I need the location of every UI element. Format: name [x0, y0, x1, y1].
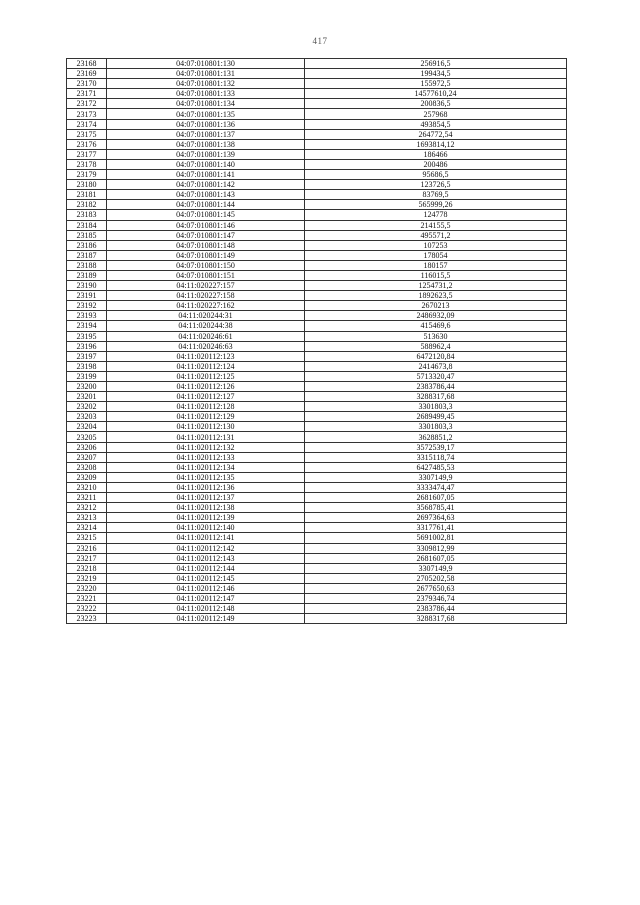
- cadastral-number-cell: 04:11:020244:38: [107, 321, 305, 331]
- cadastral-value-cell: 200486: [305, 159, 567, 169]
- cadastral-number-cell: 04:07:010801:151: [107, 270, 305, 280]
- cadastral-value-cell: 186466: [305, 149, 567, 159]
- row-number-cell: 23201: [67, 392, 107, 402]
- row-number-cell: 23212: [67, 503, 107, 513]
- row-number-cell: 23204: [67, 422, 107, 432]
- cadastral-number-cell: 04:11:020246:63: [107, 341, 305, 351]
- cadastral-value-cell: 199434,5: [305, 69, 567, 79]
- cadastral-value-cell: 588962,4: [305, 341, 567, 351]
- cadastral-number-cell: 04:11:020112:125: [107, 371, 305, 381]
- row-number-cell: 23210: [67, 482, 107, 492]
- cadastral-value-cell: 116015,5: [305, 270, 567, 280]
- cadastral-number-cell: 04:11:020112:137: [107, 493, 305, 503]
- table-row: [67, 210, 567, 220]
- row-number-cell: 23203: [67, 412, 107, 422]
- cadastral-number-cell: 04:11:020112:149: [107, 614, 305, 624]
- cadastral-value-cell: 2383786,44: [305, 382, 567, 392]
- cadastral-value-cell: 264772,54: [305, 129, 567, 139]
- row-number-cell: 23172: [67, 99, 107, 109]
- row-number-cell: 23173: [67, 109, 107, 119]
- cadastral-value-cell: 3568785,41: [305, 503, 567, 513]
- table-row: [67, 371, 567, 381]
- table-row: [67, 604, 567, 614]
- table-row: [67, 129, 567, 139]
- row-number-cell: 23168: [67, 59, 107, 69]
- cadastral-number-cell: 04:11:020227:158: [107, 291, 305, 301]
- row-number-cell: 23179: [67, 170, 107, 180]
- cadastral-value-cell: 256916,5: [305, 59, 567, 69]
- cadastral-value-cell: 495571,2: [305, 230, 567, 240]
- row-number-cell: 23169: [67, 69, 107, 79]
- cadastral-number-cell: 04:07:010801:133: [107, 89, 305, 99]
- table-row: [67, 139, 567, 149]
- cadastral-value-cell: 14577610,24: [305, 89, 567, 99]
- cadastral-value-cell: 2689499,45: [305, 412, 567, 422]
- cadastral-number-cell: 04:11:020244:31: [107, 311, 305, 321]
- cadastral-value-cell: 3309812,99: [305, 543, 567, 553]
- table-row: [67, 482, 567, 492]
- cadastral-value-cell: 3307149,9: [305, 563, 567, 573]
- row-number-cell: 23213: [67, 513, 107, 523]
- cadastral-number-cell: 04:11:020112:129: [107, 412, 305, 422]
- table-row: [67, 442, 567, 452]
- table-row: [67, 382, 567, 392]
- table-row: [67, 402, 567, 412]
- cadastral-number-cell: 04:11:020112:136: [107, 482, 305, 492]
- cadastral-value-cell: 155972,5: [305, 79, 567, 89]
- table-row: [67, 311, 567, 321]
- row-number-cell: 23174: [67, 119, 107, 129]
- row-number-cell: 23209: [67, 472, 107, 482]
- table-row: [67, 89, 567, 99]
- table-row: [67, 503, 567, 513]
- cadastral-value-cell: 513630: [305, 331, 567, 341]
- cadastral-number-cell: 04:07:010801:132: [107, 79, 305, 89]
- cadastral-number-cell: 04:07:010801:140: [107, 159, 305, 169]
- row-number-cell: 23171: [67, 89, 107, 99]
- cadastral-value-cell: 3315118,74: [305, 452, 567, 462]
- cadastral-number-cell: 04:11:020112:141: [107, 533, 305, 543]
- cadastral-value-cell: 2681607,05: [305, 493, 567, 503]
- cadastral-number-cell: 04:11:020112:138: [107, 503, 305, 513]
- cadastral-value-cell: 2681607,05: [305, 553, 567, 563]
- row-number-cell: 23183: [67, 210, 107, 220]
- table-row: [67, 260, 567, 270]
- row-number-cell: 23193: [67, 311, 107, 321]
- cadastral-number-cell: 04:07:010801:131: [107, 69, 305, 79]
- cadastral-value-cell: 3301803,3: [305, 422, 567, 432]
- table-row: [67, 190, 567, 200]
- cadastral-number-cell: 04:07:010801:142: [107, 180, 305, 190]
- cadastral-value-cell: 3288317,68: [305, 392, 567, 402]
- table-row: [67, 614, 567, 624]
- cadastral-number-cell: 04:07:010801:138: [107, 139, 305, 149]
- cadastral-number-cell: 04:07:010801:135: [107, 109, 305, 119]
- cadastral-value-cell: 257968: [305, 109, 567, 119]
- row-number-cell: 23197: [67, 351, 107, 361]
- cadastral-number-cell: 04:07:010801:150: [107, 260, 305, 270]
- row-number-cell: 23198: [67, 361, 107, 371]
- cadastral-number-cell: 04:11:020112:143: [107, 553, 305, 563]
- row-number-cell: 23219: [67, 573, 107, 583]
- table-row: [67, 593, 567, 603]
- row-number-cell: 23187: [67, 250, 107, 260]
- cadastral-value-cell: 2677650,63: [305, 583, 567, 593]
- row-number-cell: 23216: [67, 543, 107, 553]
- cadastral-value-cell: 2697364,63: [305, 513, 567, 523]
- cadastral-value-cell: 2379346,74: [305, 593, 567, 603]
- cadastral-value-cell: 2486932,09: [305, 311, 567, 321]
- table-body: [67, 59, 567, 624]
- table-row: [67, 99, 567, 109]
- cadastral-number-cell: 04:07:010801:139: [107, 149, 305, 159]
- cadastral-number-cell: 04:11:020112:148: [107, 604, 305, 614]
- table-row: [67, 230, 567, 240]
- cadastral-value-cell: 83769,5: [305, 190, 567, 200]
- row-number-cell: 23205: [67, 432, 107, 442]
- cadastral-number-cell: 04:11:020112:147: [107, 593, 305, 603]
- table-row: [67, 301, 567, 311]
- row-number-cell: 23186: [67, 240, 107, 250]
- row-number-cell: 23199: [67, 371, 107, 381]
- cadastral-number-cell: 04:11:020227:157: [107, 281, 305, 291]
- table-row: [67, 462, 567, 472]
- table-row: [67, 351, 567, 361]
- cadastral-number-cell: 04:11:020112:130: [107, 422, 305, 432]
- cadastral-value-cell: 1693814,12: [305, 139, 567, 149]
- table-row: [67, 523, 567, 533]
- row-number-cell: 23202: [67, 402, 107, 412]
- cadastral-number-cell: 04:07:010801:134: [107, 99, 305, 109]
- table-row: [67, 281, 567, 291]
- cadastral-value-table: [66, 58, 567, 624]
- cadastral-number-cell: 04:07:010801:147: [107, 230, 305, 240]
- row-number-cell: 23190: [67, 281, 107, 291]
- row-number-cell: 23207: [67, 452, 107, 462]
- cadastral-number-cell: 04:11:020112:132: [107, 442, 305, 452]
- cadastral-value-cell: 178054: [305, 250, 567, 260]
- cadastral-number-cell: 04:07:010801:148: [107, 240, 305, 250]
- cadastral-value-cell: 3333474,47: [305, 482, 567, 492]
- table-row: [67, 331, 567, 341]
- row-number-cell: 23220: [67, 583, 107, 593]
- row-number-cell: 23200: [67, 382, 107, 392]
- row-number-cell: 23188: [67, 260, 107, 270]
- cadastral-value-cell: 214155,5: [305, 220, 567, 230]
- cadastral-value-cell: 2414673,8: [305, 361, 567, 371]
- cadastral-number-cell: 04:11:020112:146: [107, 583, 305, 593]
- row-number-cell: 23185: [67, 230, 107, 240]
- cadastral-value-cell: 3572539,17: [305, 442, 567, 452]
- table-row: [67, 341, 567, 351]
- cadastral-number-cell: 04:11:020112:131: [107, 432, 305, 442]
- row-number-cell: 23191: [67, 291, 107, 301]
- cadastral-number-cell: 04:11:020227:162: [107, 301, 305, 311]
- page-number: 417: [312, 36, 328, 46]
- table-row: [67, 392, 567, 402]
- cadastral-number-cell: 04:07:010801:137: [107, 129, 305, 139]
- cadastral-value-cell: 3288317,68: [305, 614, 567, 624]
- row-number-cell: 23176: [67, 139, 107, 149]
- table-row: [67, 472, 567, 482]
- cadastral-value-cell: 180157: [305, 260, 567, 270]
- cadastral-value-cell: 2705202,58: [305, 573, 567, 583]
- cadastral-number-cell: 04:11:020112:127: [107, 392, 305, 402]
- cadastral-value-cell: 6427485,53: [305, 462, 567, 472]
- table-row: [67, 240, 567, 250]
- cadastral-number-cell: 04:07:010801:145: [107, 210, 305, 220]
- cadastral-value-cell: 415469,6: [305, 321, 567, 331]
- cadastral-value-cell: 3307149,9: [305, 472, 567, 482]
- table-row: [67, 109, 567, 119]
- cadastral-number-cell: 04:07:010801:144: [107, 200, 305, 210]
- cadastral-number-cell: 04:11:020112:139: [107, 513, 305, 523]
- cadastral-number-cell: 04:11:020112:145: [107, 573, 305, 583]
- row-number-cell: 23222: [67, 604, 107, 614]
- row-number-cell: 23192: [67, 301, 107, 311]
- table-row: [67, 493, 567, 503]
- cadastral-value-cell: 123726,5: [305, 180, 567, 190]
- cadastral-number-cell: 04:11:020112:135: [107, 472, 305, 482]
- row-number-cell: 23170: [67, 79, 107, 89]
- cadastral-number-cell: 04:11:020112:128: [107, 402, 305, 412]
- cadastral-number-cell: 04:07:010801:136: [107, 119, 305, 129]
- cadastral-value-cell: 493854,5: [305, 119, 567, 129]
- table-row: [67, 452, 567, 462]
- row-number-cell: 23184: [67, 220, 107, 230]
- table-row: [67, 432, 567, 442]
- cadastral-value-cell: 2383786,44: [305, 604, 567, 614]
- row-number-cell: 23189: [67, 270, 107, 280]
- row-number-cell: 23180: [67, 180, 107, 190]
- cadastral-value-cell: 3317761,41: [305, 523, 567, 533]
- cadastral-value-cell: 124778: [305, 210, 567, 220]
- cadastral-number-cell: 04:07:010801:141: [107, 170, 305, 180]
- cadastral-value-cell: 5713320,47: [305, 371, 567, 381]
- row-number-cell: 23195: [67, 331, 107, 341]
- row-number-cell: 23182: [67, 200, 107, 210]
- row-number-cell: 23208: [67, 462, 107, 472]
- cadastral-number-cell: 04:11:020112:142: [107, 543, 305, 553]
- cadastral-number-cell: 04:07:010801:146: [107, 220, 305, 230]
- table-row: [67, 412, 567, 422]
- row-number-cell: 23194: [67, 321, 107, 331]
- cadastral-value-cell: 565999,26: [305, 200, 567, 210]
- table-row: [67, 422, 567, 432]
- table-row: [67, 361, 567, 371]
- table-row: [67, 543, 567, 553]
- row-number-cell: 23178: [67, 159, 107, 169]
- row-number-cell: 23223: [67, 614, 107, 624]
- table-row: [67, 291, 567, 301]
- cadastral-number-cell: 04:11:020112:133: [107, 452, 305, 462]
- row-number-cell: 23214: [67, 523, 107, 533]
- cadastral-number-cell: 04:11:020112:144: [107, 563, 305, 573]
- table-row: [67, 553, 567, 563]
- row-number-cell: 23175: [67, 129, 107, 139]
- cadastral-number-cell: 04:11:020112:123: [107, 351, 305, 361]
- table-row: [67, 79, 567, 89]
- table-row: [67, 220, 567, 230]
- table-row: [67, 270, 567, 280]
- table-row: [67, 573, 567, 583]
- table-row: [67, 59, 567, 69]
- cadastral-value-cell: 3301803,3: [305, 402, 567, 412]
- cadastral-number-cell: 04:11:020112:126: [107, 382, 305, 392]
- row-number-cell: 23215: [67, 533, 107, 543]
- cadastral-value-cell: 3628851,2: [305, 432, 567, 442]
- table-row: [67, 533, 567, 543]
- row-number-cell: 23218: [67, 563, 107, 573]
- row-number-cell: 23206: [67, 442, 107, 452]
- cadastral-value-cell: 1254731,2: [305, 281, 567, 291]
- cadastral-value-cell: 1892623,5: [305, 291, 567, 301]
- cadastral-value-cell: 200836,5: [305, 99, 567, 109]
- cadastral-number-cell: 04:11:020112:124: [107, 361, 305, 371]
- row-number-cell: 23211: [67, 493, 107, 503]
- cadastral-value-cell: 107253: [305, 240, 567, 250]
- cadastral-number-cell: 04:11:020112:140: [107, 523, 305, 533]
- row-number-cell: 23177: [67, 149, 107, 159]
- cadastral-value-cell: 5691002,81: [305, 533, 567, 543]
- table-row: [67, 200, 567, 210]
- table-row: [67, 170, 567, 180]
- row-number-cell: 23221: [67, 593, 107, 603]
- table-row: [67, 69, 567, 79]
- cadastral-value-cell: 95686,5: [305, 170, 567, 180]
- cadastral-number-cell: 04:07:010801:143: [107, 190, 305, 200]
- table-row: [67, 563, 567, 573]
- cadastral-number-cell: 04:07:010801:130: [107, 59, 305, 69]
- cadastral-number-cell: 04:11:020246:61: [107, 331, 305, 341]
- table-row: [67, 583, 567, 593]
- table-row: [67, 321, 567, 331]
- cadastral-number-cell: 04:07:010801:149: [107, 250, 305, 260]
- cadastral-value-cell: 6472120,84: [305, 351, 567, 361]
- cadastral-value-cell: 2670213: [305, 301, 567, 311]
- row-number-cell: 23217: [67, 553, 107, 563]
- cadastral-number-cell: 04:11:020112:134: [107, 462, 305, 472]
- table-row: [67, 159, 567, 169]
- row-number-cell: 23196: [67, 341, 107, 351]
- table-row: [67, 149, 567, 159]
- row-number-cell: 23181: [67, 190, 107, 200]
- table-row: [67, 119, 567, 129]
- table-row: [67, 250, 567, 260]
- table-row: [67, 180, 567, 190]
- table-row: [67, 513, 567, 523]
